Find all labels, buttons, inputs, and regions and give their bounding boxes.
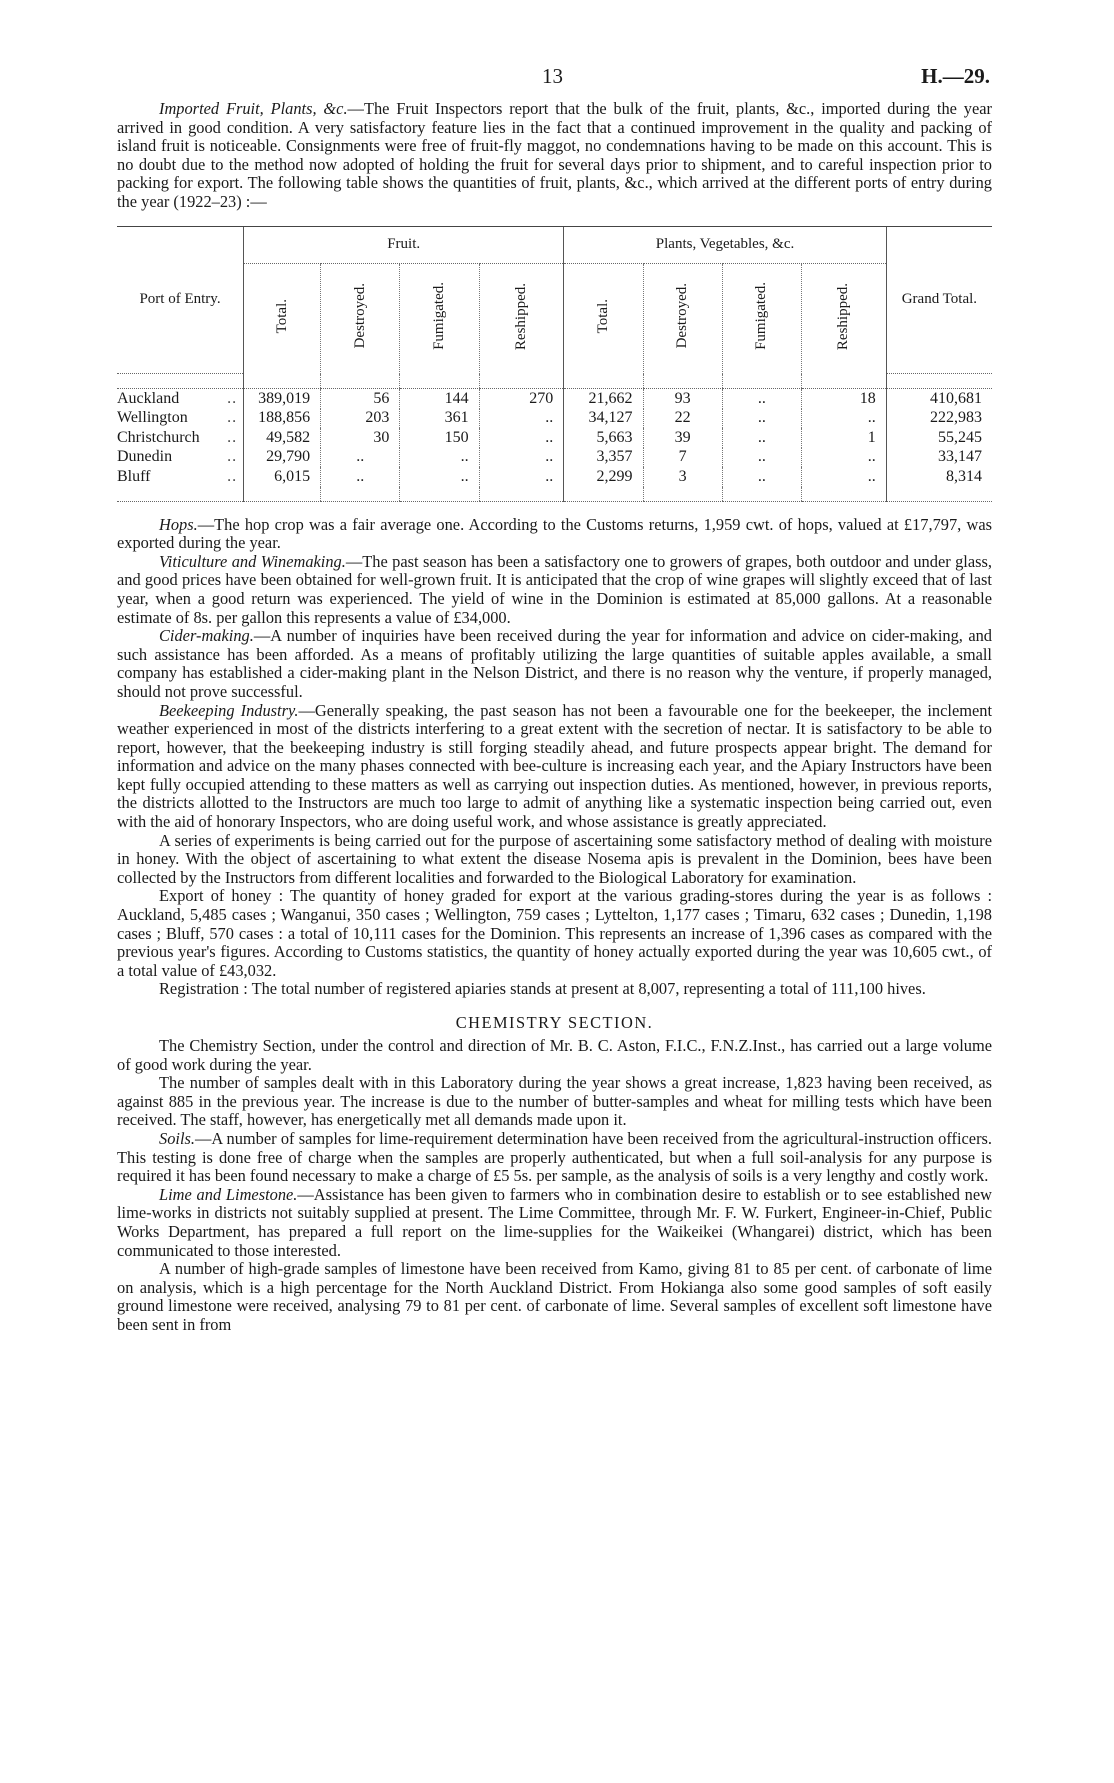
honey-export-paragraph: Export of honey : The quantity of honey graded for export at the various grading-stores during the year is as follows : Auckland, 5,485 cases ; Wanganui, 350 cases ; Wellington, 759 cases ; Lyttelton, 1,177 cases ; Timaru, 632 cases ; Dunedin, 1,198 cases ; Bluff, 570 cases : a total of 10,111 cases for the Dominion. This represents an increase of 1,396 cases as compared with the previous year's figures. According to Customs statistics, the quantity of honey actually exported during the year was 10,605 cwt., of a total value of £43,032.: [117, 886, 992, 980]
table-row: Christchurch .. 49,582 30 150 .. 5,663 39 .. 1 55,245: [117, 428, 992, 448]
viticulture-heading: Viticulture and Winemaking.: [159, 551, 346, 571]
document-page: [117, 0, 992, 1335]
imported-fruit-heading: Imported Fruit, Plants, &c.: [159, 99, 348, 118]
registration-paragraph: Registration : The total number of registered apiaries stands at present at 8,007, representing a total of 111,100 hives.: [159, 979, 926, 999]
fruit-import-table: [117, 226, 992, 502]
plants-group-header: Plants, Vegetables, &c.: [564, 227, 886, 264]
fruit-group-header: Fruit.: [244, 227, 564, 264]
plants-fumigated-header: Fumigated.: [722, 263, 801, 374]
plants-reshipped-header: Reshipped.: [802, 263, 887, 374]
chemistry-intro-paragraph: The Chemistry Section, under the control and direction of Mr. B. C. Aston, F.I.C., F.N.Z.Inst., has carried out a large volume of good work during the year.: [117, 1036, 992, 1074]
viticulture-paragraph: Viticulture and Winemaking.—The past season has been a satisfactory one to growers of grapes, both outdoor and under glass, and good prices have been obtained for well-grown fruit. It is anticipated that the crop of wine grapes will slightly exceed that of last year, when a good return was experienced. The yield of wine in the Dominion is estimated at 85,000 gallons. At a reasonable estimate of 8s. per gallon this represents a value of £34,000.: [117, 551, 992, 627]
fruit-total-header: Total.: [244, 263, 321, 374]
soils-heading: Soils.: [159, 1128, 195, 1148]
table-row: Auckland .. 389,019 56 144 270 21,662 93 .. 18 410,681: [117, 389, 992, 409]
beekeeping-paragraph: Beekeeping Industry.—Generally speaking, the past season has not been a favourable one for the beekeeper, the inclement weather experienced in most of the districts interfering to a great extent with the secretion of nectar. It is satisfactory to be able to report, however, that the beekeeping industry is still forging steadily ahead, and future prospects appear bright. The demand for information and advice on the many phases connected with bee-culture is increasing each year, and the Apiary Instructors have been kept fully occupied attending to these matters as well as carrying out inspection duties. As mentioned, however, in previous reports, the districts allotted to the Instructors are much too large to admit of anything like a systematic inspection being carried out, even with the aid of honorary Inspectors, who are doing useful work, and whose assistance is greatly appreciated.: [117, 700, 993, 832]
limestone-samples-paragraph: A number of high-grade samples of limestone have been received from Kamo, giving 81 to 85 per cent. of carbonate of lime on analysis, which is a high percentage for the North Auckland District. From Hokianga also some good samples of soft easily ground limestone were received, analysing 79 to 81 per cent. of carbonate of lime. Several samples of excellent soft limestone have been sent in from: [117, 1259, 992, 1334]
lime-heading: Lime and Limestone.: [159, 1184, 298, 1204]
port-of-entry-header: Port of Entry.: [117, 227, 244, 374]
table-row: Dunedin .. 29,790 .. .. .. 3,357 7 .. .. 33,147: [117, 448, 992, 468]
soils-paragraph: Soils.—A number of samples for lime-requirement determination have been received from the agricultural-instruction officers. This testing is done free of charge when the samples are properly authenticated, but when a full soil-analysis for any purpose is required it has been found necessary to make a charge of £5 5s. per sample, as the analysis of soils is a very lengthy and costly work.: [117, 1128, 992, 1186]
fruit-reshipped-header: Reshipped.: [479, 263, 564, 374]
fruit-destroyed-header: Destroyed.: [321, 263, 400, 374]
chemistry-section-title: CHEMISTRY SECTION.: [455, 1013, 654, 1032]
document-reference: H.—29.: [921, 64, 990, 88]
hops-heading: Hops.: [159, 514, 198, 534]
plants-total-header: Total.: [564, 263, 643, 374]
table-row: Bluff .. 6,015 .. .. .. 2,299 3 .. .. 8,314: [117, 467, 992, 487]
cider-paragraph: Cider-making.—A number of inquiries have been received during the year for information and advice on cider-making, and such assistance has been afforded. As a means of profitably utilizing the large quantities of suitable apples available, a small company has established a cider-making plant in the Nelson District, and there is no reason why the venture, if properly managed, should not prove successful.: [117, 626, 992, 701]
plants-destroyed-header: Destroyed.: [643, 263, 722, 374]
lime-paragraph: Lime and Limestone.—Assistance has been given to farmers who in combination desire to establish or to see established new lime-works in districts not suitably supplied at present. The Lime Committee, through Mr. F. W. Furkert, Engineer-in-Chief, Public Works Department, has prepared a full report on the lime-supplies for the Waikeikei (Whangarei) district, which has been communicated to those interested.: [117, 1184, 992, 1260]
hops-paragraph: Hops.—The hop crop was a fair average one. According to the Customs returns, 1,959 cwt. of hops, valued at £17,797, was exported during the year.: [117, 514, 992, 553]
page-number: 13: [542, 64, 563, 88]
table-row: Wellington .. 188,856 203 361 .. 34,127 22 .. .. 222,983: [117, 409, 992, 429]
moisture-experiments-paragraph: A series of experiments is being carried out for the purpose of ascertaining some satisfactory method of dealing with moisture in honey. With the object of ascertaining to what extent the disease Nosema apis is prevalent in the Dominion, bees have been collected by the Instructors from different localities and forwarded to the Biological Laboratory for examination.: [117, 830, 992, 887]
grand-total-header: Grand Total.: [886, 227, 992, 374]
page-header: [117, 0, 992, 100]
samples-paragraph: The number of samples dealt with in this Laboratory during the year shows a great increase, 1,823 having been received, as against 885 in the previous year. The increase is due to the number of butter-samples and wheat for milling tests which have been received. The staff, however, has energetically met all demands made upon it.: [117, 1073, 992, 1130]
cider-heading: Cider-making.: [159, 626, 254, 646]
imported-fruit-paragraph: Imported Fruit, Plants, &c.—The Fruit Inspectors report that the bulk of the fruit, plants, &c., imported during the year arrived in good condition. A very satisfactory feature lies in the fact that a continued improvement in the quality and packing of island fruit is noticeable. Consignments were free of fruit-fly maggot, no condemnations having to be made on this account. This is no doubt due to the method now adopted of holding the fruit for several days prior to shipment, and to careful inspection prior to packing for export. The following table shows the quantities of fruit, plants, &c., which arrived at the different ports of entry during the year (1922–23) :—: [117, 99, 992, 211]
fruit-fumigated-header: Fumigated.: [400, 263, 479, 374]
beekeeping-heading: Beekeeping Industry.: [159, 700, 299, 720]
